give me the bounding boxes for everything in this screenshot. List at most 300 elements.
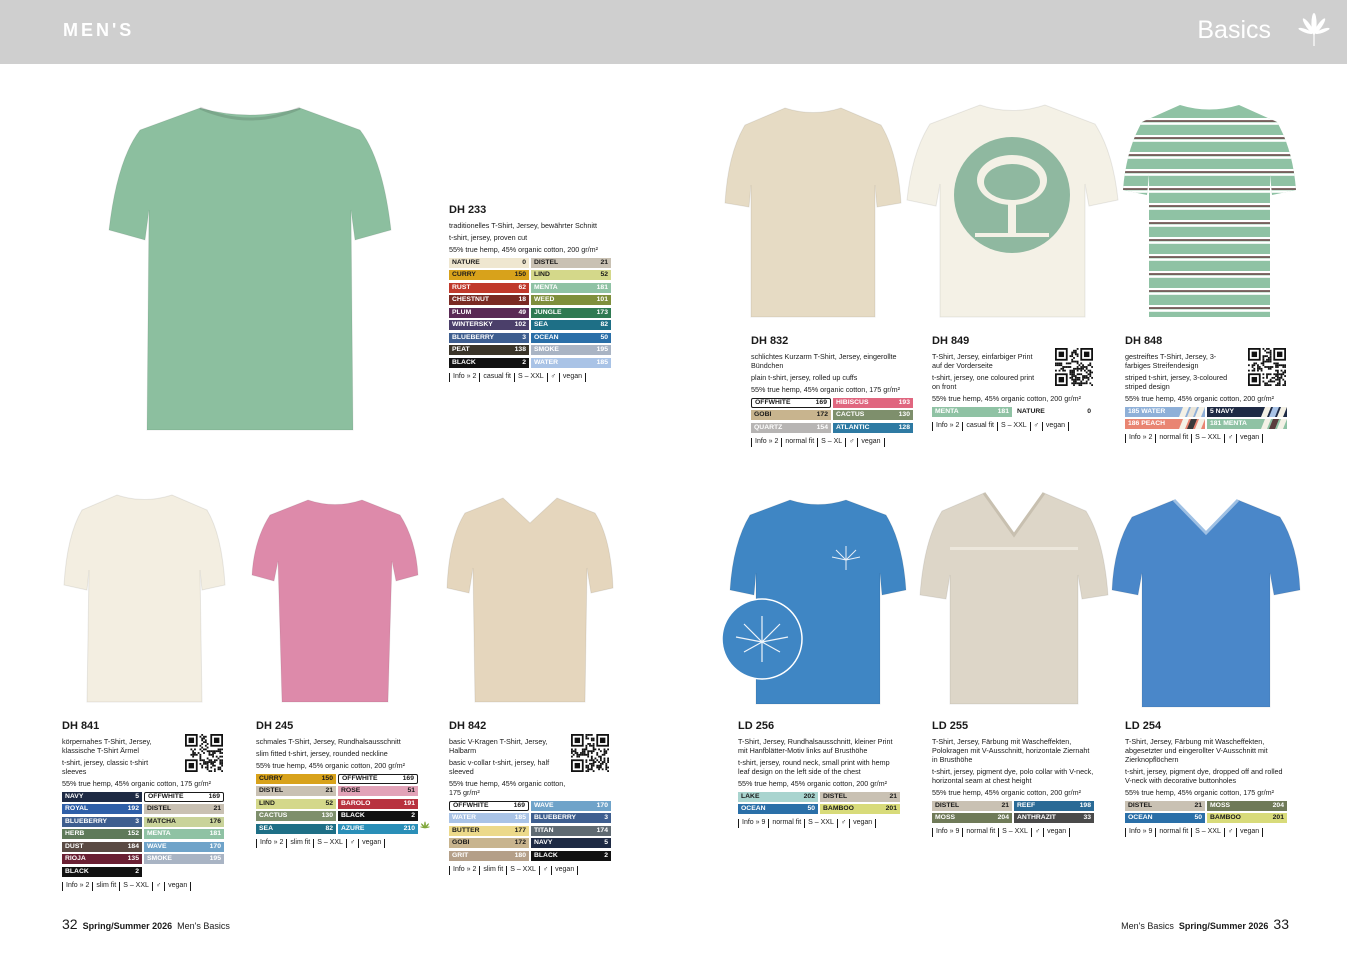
stripe-color-swatch[interactable] [1207, 407, 1287, 417]
color-name: MOSS [935, 814, 956, 821]
product-ld256 [738, 720, 900, 828]
color-number: 50 [1194, 814, 1202, 821]
product-code: LD 256 [738, 720, 775, 732]
color-name: DISTEL [534, 258, 559, 266]
fit-attribute: slim fit [479, 866, 506, 875]
product-desc-de: gestreiftes T-Shirt, Jersey, 3-farbiges Streifendesign [1125, 351, 1217, 370]
color-swatch[interactable] [338, 786, 418, 796]
color-swatch[interactable] [144, 867, 224, 877]
fit-attribute: vegan [559, 373, 586, 382]
color-number: 33 [1083, 814, 1091, 821]
color-name: MOSS [1210, 801, 1231, 809]
color-swatch[interactable] [531, 308, 611, 318]
color-number: 18 [518, 296, 526, 303]
color-number: 201 [1272, 814, 1284, 821]
color-swatch[interactable] [833, 423, 913, 433]
color-swatch[interactable] [338, 799, 418, 809]
product-image-dh842[interactable] [445, 493, 615, 705]
color-swatch[interactable] [1125, 813, 1205, 823]
color-name: OFFWHITE [148, 792, 184, 800]
product-code: DH 849 [932, 335, 970, 347]
color-number: 0 [522, 258, 526, 266]
color-name: BLACK [452, 358, 476, 366]
color-name: CURRY [259, 774, 283, 782]
color-swatch[interactable] [449, 801, 529, 811]
color-number: 49 [518, 308, 526, 316]
color-swatch[interactable] [256, 824, 336, 834]
color-number: 51 [407, 787, 415, 794]
color-name: CACTUS [836, 411, 865, 418]
header-bar [0, 0, 1347, 64]
color-name: BAMBOO [1210, 814, 1241, 821]
product-image-dh841[interactable] [62, 490, 227, 705]
color-swatch[interactable] [820, 804, 900, 814]
color-number: 21 [1001, 801, 1009, 809]
color-number: 210 [403, 824, 415, 832]
color-swatch[interactable] [449, 358, 529, 368]
color-name: OFFWHITE [755, 398, 791, 406]
color-name: DISTEL [147, 805, 172, 812]
color-swatch[interactable] [531, 333, 611, 343]
fit-attribute: S – XXL [506, 866, 539, 875]
color-name: WEED [534, 296, 555, 303]
product-fabric: 55% true hemp, 45% organic cotton, 200 gr/m² [932, 787, 1082, 797]
color-number: 21 [213, 805, 221, 812]
color-number: 3 [135, 817, 139, 825]
color-number: 169 [513, 801, 525, 809]
fit-info [449, 866, 611, 875]
product-fabric: 55% true hemp, 45% organic cotton, 175 gr/m² [62, 778, 212, 788]
color-swatch[interactable] [1125, 801, 1205, 811]
color-swatch[interactable] [932, 813, 1012, 823]
info-link[interactable]: Info » 2 [449, 373, 479, 382]
color-name: PLUM [452, 308, 472, 316]
stripe-color-swatch[interactable] [1207, 419, 1287, 429]
fit-attribute: slim fit [286, 839, 313, 848]
color-swatch[interactable] [62, 829, 142, 839]
color-number: 128 [898, 423, 910, 431]
color-swatch[interactable] [531, 801, 611, 811]
color-name: 181 MENTA [1210, 420, 1247, 427]
color-number: 192 [127, 805, 139, 812]
fit-attribute: normal fit [962, 828, 998, 837]
page-number: 32 [62, 916, 78, 932]
color-swatch[interactable] [932, 407, 1012, 417]
color-swatch[interactable] [144, 829, 224, 839]
product-desc-en: t-shirt, jersey, classic t-shirt sleeves [62, 757, 149, 776]
color-swatch[interactable] [256, 811, 336, 821]
color-name: NAVY [534, 839, 553, 846]
color-name: BAROLO [341, 799, 371, 807]
fit-attribute: ♂ [346, 839, 358, 848]
color-swatch[interactable] [449, 838, 529, 848]
color-number: 198 [1079, 801, 1091, 809]
color-swatch[interactable] [144, 854, 224, 864]
color-number: 170 [596, 801, 608, 809]
color-number: 135 [127, 855, 139, 862]
color-swatch[interactable] [449, 320, 529, 330]
color-number: 193 [898, 398, 910, 406]
color-swatch[interactable] [338, 824, 418, 834]
color-number: 180 [514, 851, 526, 859]
color-name: MENTA [147, 830, 171, 837]
color-swatch[interactable] [738, 792, 818, 802]
color-number: 172 [816, 411, 828, 418]
color-swatch[interactable] [144, 842, 224, 852]
fit-attribute: vegan [1236, 434, 1263, 443]
section-label: Men's Basics [1121, 921, 1174, 931]
fit-attribute: S – XXL [514, 373, 547, 382]
product-image-ld255[interactable] [918, 485, 1110, 707]
fit-attribute: ♂ [1030, 422, 1042, 431]
color-swatch[interactable] [531, 283, 611, 293]
color-name: PEAT [452, 346, 470, 353]
color-swatches [932, 407, 1094, 417]
color-swatch[interactable] [62, 842, 142, 852]
color-swatch[interactable] [1014, 407, 1094, 417]
color-name: NATURE [1017, 407, 1045, 415]
color-number: 150 [514, 271, 526, 278]
fit-attribute: normal fit [1155, 434, 1191, 443]
color-name: DISTEL [1128, 801, 1153, 809]
color-swatch[interactable] [62, 792, 142, 802]
color-swatch[interactable] [449, 258, 529, 268]
color-swatches [62, 792, 224, 877]
color-number: 173 [596, 308, 608, 316]
fit-attribute: normal fit [768, 819, 804, 828]
product-desc-en: plain t-shirt, jersey, rolled up cuffs [751, 372, 858, 382]
color-name: ROYAL [65, 805, 89, 812]
color-swatch[interactable] [62, 804, 142, 814]
info-link[interactable]: Info » 2 [62, 882, 92, 891]
product-desc-en: t-shirt, jersey, round neck, small print with hemp leaf design on the left side of the chest [738, 757, 890, 776]
color-name: SEA [259, 824, 273, 832]
color-number: 21 [325, 787, 333, 794]
color-name: LIND [534, 271, 550, 278]
fit-attribute: S – XXL [119, 882, 152, 891]
color-name: 185 WATER [1128, 407, 1166, 415]
color-swatches [1125, 801, 1287, 824]
color-name: DISTEL [823, 792, 848, 800]
color-swatch[interactable] [256, 774, 336, 784]
color-swatch[interactable] [833, 410, 913, 420]
product-image-dh848[interactable] [1122, 100, 1297, 320]
info-link[interactable]: Info » 2 [1125, 434, 1155, 443]
color-number: 150 [321, 774, 333, 782]
fit-attribute: ♂ [547, 373, 559, 382]
product-ld254 [1125, 720, 1287, 837]
color-swatch[interactable] [338, 774, 418, 784]
product-image-dh849[interactable] [905, 100, 1120, 320]
product-dh245 [256, 720, 418, 848]
color-swatch[interactable] [62, 867, 142, 877]
color-swatch[interactable] [449, 295, 529, 305]
product-image-dh233[interactable] [105, 100, 395, 435]
color-number: 181 [997, 407, 1009, 415]
color-number: 21 [1194, 801, 1202, 809]
color-name: SMOKE [534, 346, 559, 353]
fit-info [932, 828, 1094, 837]
color-number: 5 [604, 839, 608, 846]
color-name: NAVY [65, 792, 84, 800]
page-number: 33 [1273, 916, 1289, 932]
color-number: 201 [885, 805, 897, 812]
color-name: GOBI [754, 411, 772, 418]
color-number: 202 [803, 792, 815, 800]
color-name: AZURE [341, 824, 365, 832]
color-swatch[interactable] [531, 813, 611, 823]
fit-info [738, 819, 900, 828]
color-swatch[interactable] [1207, 813, 1287, 823]
product-fabric: 55% true hemp, 45% organic cotton, 175 gr/m² [449, 778, 566, 797]
fit-attribute: S – XXL [1191, 828, 1224, 837]
color-number: 62 [518, 283, 526, 291]
color-number: 169 [402, 774, 414, 782]
color-name: MATCHA [147, 817, 176, 825]
color-name: BLACK [534, 851, 558, 859]
color-name: BLACK [341, 812, 365, 819]
stripe-color-swatch[interactable] [1125, 407, 1205, 417]
color-name: MENTA [534, 283, 558, 291]
color-swatch[interactable] [932, 801, 1012, 811]
product-desc-de: schmales T-Shirt, Jersey, Rundhalsausschnitt [256, 736, 401, 746]
color-number: 2 [522, 358, 526, 366]
info-link[interactable]: Info » 9 [1125, 828, 1155, 837]
info-link[interactable]: Info » 2 [256, 839, 286, 848]
stripe-pattern-icon [1261, 407, 1287, 417]
color-swatch[interactable] [531, 345, 611, 355]
info-link[interactable]: Info » 2 [751, 438, 781, 447]
stripe-color-swatches [1125, 407, 1287, 430]
color-number: 0 [1087, 407, 1091, 415]
product-desc-en: basic v-collar t-shirt, jersey, half sleeved [449, 757, 550, 776]
product-desc-de: T-Shirt, Jersey, Färbung mit Wascheffekten, Polokragen mit V-Ausschnitt, horizontale Ziernaht in Brusthöhe [932, 736, 1090, 764]
fit-attribute: S – XL [817, 438, 845, 447]
fit-attribute: vegan [1043, 828, 1070, 837]
color-number: 181 [596, 283, 608, 291]
color-swatch[interactable] [1014, 801, 1094, 811]
fit-attribute: vegan [358, 839, 385, 848]
product-desc-de: schlichtes Kurzarm T-Shirt, Jersey, eingerollte Bündchen [751, 351, 897, 370]
color-number: 176 [209, 817, 221, 825]
color-swatch[interactable] [449, 333, 529, 343]
color-name: ATLANTIC [836, 423, 870, 431]
fit-attribute: ♂ [845, 438, 857, 447]
color-name: OCEAN [741, 805, 766, 812]
color-name: 5 NAVY [1210, 407, 1235, 415]
color-number: 3 [522, 333, 526, 341]
fit-info [62, 882, 224, 891]
color-swatch[interactable] [144, 792, 224, 802]
color-name: DISTEL [259, 787, 284, 794]
color-name: DISTEL [935, 801, 960, 809]
section-label: Men's Basics [177, 921, 230, 931]
color-swatch[interactable] [449, 270, 529, 280]
color-swatch[interactable] [144, 804, 224, 814]
color-swatch[interactable] [449, 345, 529, 355]
info-link[interactable]: Info » 2 [449, 866, 479, 875]
color-name: WAVE [534, 801, 554, 809]
product-code: DH 842 [449, 720, 487, 732]
color-number: 3 [604, 814, 608, 821]
fit-attribute: vegan [1236, 828, 1263, 837]
color-swatch[interactable] [1207, 801, 1287, 811]
product-image-dh245[interactable] [250, 495, 420, 705]
color-number: 50 [600, 333, 608, 341]
product-fabric: 55% true hemp, 45% organic cotton, 200 gr/m² [1125, 393, 1275, 403]
color-name: OCEAN [1128, 814, 1153, 821]
color-swatches [256, 774, 418, 834]
color-name: WATER [452, 814, 477, 821]
section-title-basics: Basics [1197, 16, 1271, 44]
color-swatch[interactable] [751, 398, 831, 408]
color-number: 138 [514, 346, 526, 353]
color-swatch[interactable] [531, 851, 611, 861]
color-number: 152 [127, 830, 139, 837]
color-number: 21 [889, 792, 897, 800]
color-swatch[interactable] [449, 851, 529, 861]
product-code: DH 841 [62, 720, 100, 732]
product-fabric: 55% true hemp, 45% organic cotton, 200 gr/m² [932, 393, 1082, 403]
color-swatch[interactable] [531, 295, 611, 305]
product-desc-en: t-shirt, jersey, one coloured print on front [932, 372, 1035, 391]
color-name: BUTTER [452, 826, 480, 834]
fit-attribute: S – XXL [804, 819, 837, 828]
color-swatch[interactable] [531, 358, 611, 368]
stripe-color-swatch[interactable] [1125, 419, 1205, 429]
fit-attribute: slim fit [92, 882, 119, 891]
color-name: BAMBOO [823, 805, 854, 812]
color-swatch[interactable] [751, 423, 831, 433]
season-label: Spring/Summer 2026 [1178, 921, 1269, 931]
color-number: 52 [600, 271, 608, 278]
color-swatch[interactable] [449, 826, 529, 836]
color-swatch[interactable] [338, 811, 418, 821]
fit-info [932, 422, 1094, 431]
color-swatch[interactable] [531, 838, 611, 848]
product-desc-de: T-Shirt, Jersey, einfarbiger Print auf der Vorderseite [932, 351, 1033, 370]
color-number: 204 [1272, 801, 1284, 809]
product-desc-de: T-Shirt, Jersey, Rundhalsausschnitt, kleiner Print mit Hanfblätter-Motiv links auf Brusthöhe [738, 736, 893, 755]
color-name: WATER [534, 358, 559, 366]
qr-code-icon[interactable] [571, 734, 609, 772]
color-name: JUNGLE [534, 308, 562, 316]
fit-attribute: vegan [1042, 422, 1069, 431]
color-number: 170 [209, 842, 221, 850]
fit-attribute: ♂ [1224, 828, 1236, 837]
color-name: HERB [65, 830, 85, 837]
color-name: MENTA [935, 407, 959, 415]
product-desc-en: t-shirt, jersey, pigment dye, polo collar with V-neck, horizontal seam at chest height [932, 766, 1094, 785]
color-name: WAVE [147, 842, 167, 850]
color-number: 130 [321, 812, 333, 819]
qr-code-icon[interactable] [1055, 348, 1093, 386]
fit-info [449, 373, 611, 382]
color-number: 2 [604, 851, 608, 859]
color-swatch[interactable] [833, 398, 913, 408]
color-name: SMOKE [147, 855, 172, 862]
info-link[interactable]: Info » 9 [738, 819, 768, 828]
product-image-dh832[interactable] [723, 103, 903, 320]
color-name: CACTUS [259, 812, 288, 819]
color-swatch[interactable] [531, 258, 611, 268]
color-name: BLUEBERRY [534, 814, 577, 821]
color-swatch[interactable] [62, 854, 142, 864]
color-number: 169 [815, 398, 827, 406]
color-name: REEF [1017, 801, 1036, 809]
product-image-ld254[interactable] [1110, 495, 1302, 710]
fit-attribute: S – XXL [1191, 434, 1224, 443]
color-number: 195 [209, 855, 221, 862]
product-code: DH 832 [751, 335, 789, 347]
fit-attribute: ♂ [837, 819, 849, 828]
color-swatch[interactable] [449, 308, 529, 318]
fit-attribute: casual fit [962, 422, 997, 431]
fit-attribute: normal fit [1155, 828, 1191, 837]
footer-right [1121, 916, 1289, 932]
color-swatch[interactable] [820, 792, 900, 802]
color-number: 5 [135, 792, 139, 800]
color-number: 130 [898, 411, 910, 418]
color-swatch[interactable] [256, 786, 336, 796]
info-link[interactable]: Info » 2 [932, 422, 962, 431]
product-fabric: 55% true hemp, 45% organic cotton, 200 gr/m² [738, 778, 888, 788]
color-swatch[interactable] [738, 804, 818, 814]
color-number: 169 [208, 792, 220, 800]
color-swatch[interactable] [1014, 813, 1094, 823]
color-name: WINTERSKY [452, 321, 493, 328]
hemp-print-detail-icon [721, 598, 803, 680]
fit-attribute: vegan [849, 819, 876, 828]
qr-code-icon[interactable] [185, 734, 223, 772]
product-desc-en: striped t-shirt, jersey, 3-coloured striped design [1125, 372, 1228, 391]
color-swatch[interactable] [449, 813, 529, 823]
color-number: 185 [596, 358, 608, 366]
color-name: GOBI [452, 839, 470, 846]
color-name: DUST [65, 842, 84, 850]
color-swatch[interactable] [531, 320, 611, 330]
product-dh832 [751, 335, 913, 447]
product-code: DH 233 [449, 204, 487, 216]
color-name: RUST [452, 283, 471, 291]
color-number: 82 [325, 824, 333, 832]
color-number: 172 [514, 839, 526, 846]
qr-code-icon[interactable] [1248, 348, 1286, 386]
info-link[interactable]: Info » 9 [932, 828, 962, 837]
color-swatch[interactable] [62, 817, 142, 827]
color-name: QUARTZ [754, 423, 783, 431]
color-number: 82 [600, 321, 608, 328]
color-swatch[interactable] [531, 826, 611, 836]
striped-tee [1122, 100, 1297, 320]
color-number: 154 [816, 423, 828, 431]
color-swatch[interactable] [531, 270, 611, 280]
color-swatch[interactable] [144, 817, 224, 827]
color-name: RIOJA [65, 855, 86, 862]
color-number: 181 [209, 830, 221, 837]
color-swatch[interactable] [449, 283, 529, 293]
fit-attribute: ♂ [539, 866, 551, 875]
color-swatch[interactable] [256, 799, 336, 809]
color-name: OFFWHITE [453, 801, 489, 809]
color-number: 204 [997, 814, 1009, 821]
color-swatch[interactable] [751, 410, 831, 420]
fit-attribute: vegan [551, 866, 578, 875]
color-number: 2 [411, 812, 415, 819]
season-label: Spring/Summer 2026 [82, 921, 173, 931]
fit-attribute: S – XXL [997, 422, 1030, 431]
color-name: BLUEBERRY [452, 333, 495, 341]
